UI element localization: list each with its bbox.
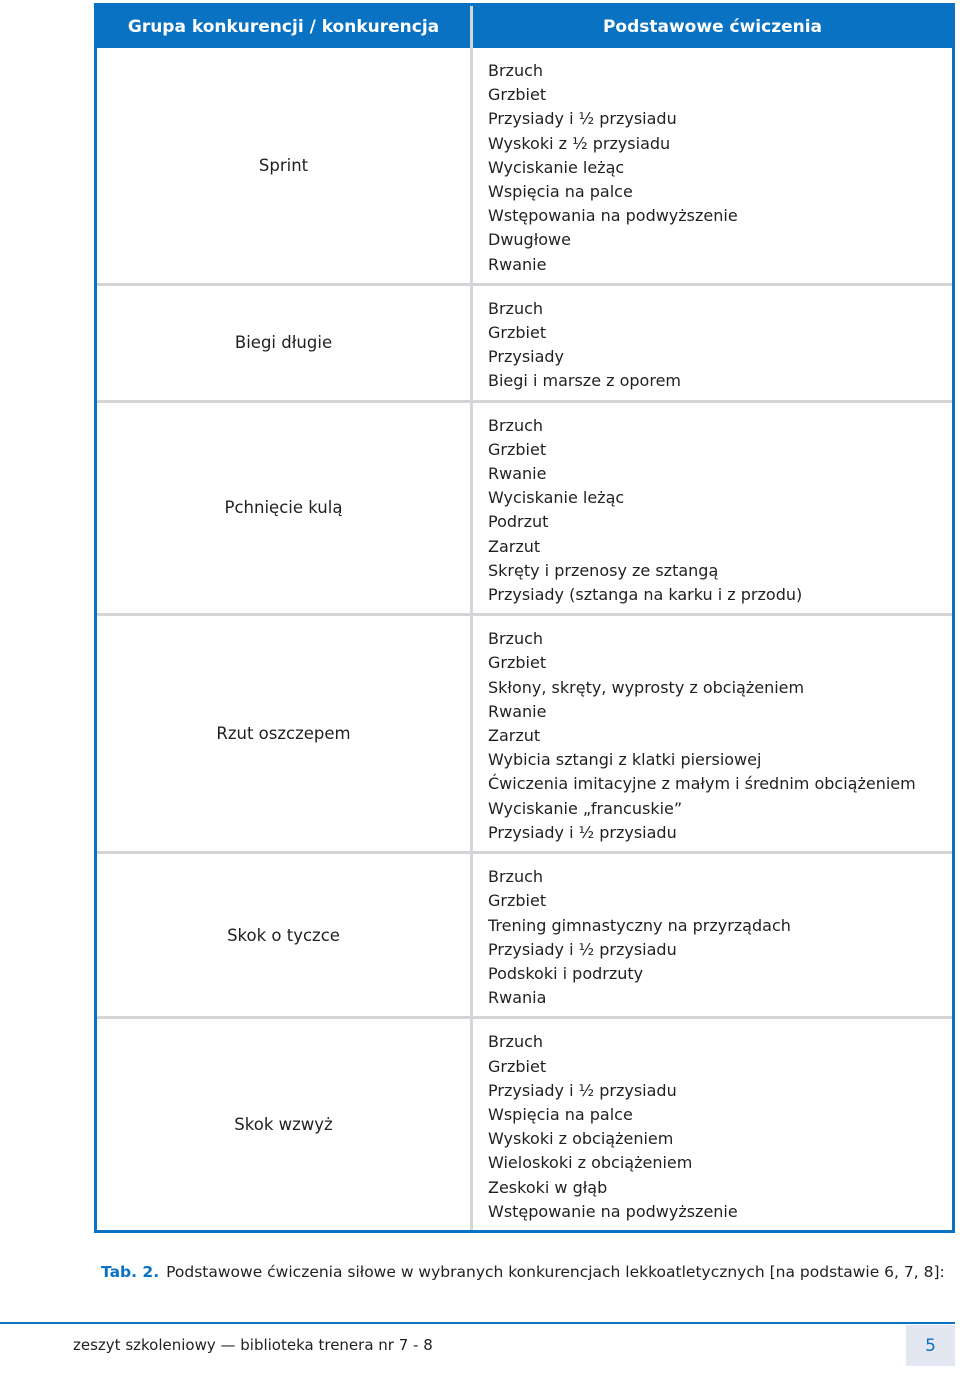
exercise-item: Rwanie (488, 254, 547, 274)
exercise-item: Wstępowania na podwyższenie (488, 206, 738, 226)
footer-publication-title: zeszyt szkoleniowy — biblioteka trenera nr 7 - 8 (73, 1336, 433, 1354)
exercise-list (472, 401, 953, 615)
exercise-item: Grzbiet (488, 891, 547, 911)
competition-name: Rzut oszczepem (97, 615, 472, 853)
exercise-item: Wyciskanie leżąc (488, 157, 625, 177)
exercise-item: Grzbiet (488, 1056, 547, 1076)
exercise-item: Brzuch (488, 61, 544, 80)
exercise-list (472, 1018, 953, 1230)
exercise-item: Wyciskanie „francuskie” (488, 798, 683, 818)
exercise-item: Biegi i marsze z oporem (488, 371, 681, 391)
exercise-item: Grzbiet (488, 439, 547, 459)
exercise-item: Brzuch (488, 298, 544, 318)
exercise-item: Grzbiet (488, 85, 547, 105)
exercise-item: Podskoki i podrzuty (488, 963, 644, 983)
exercise-item: Zarzut (488, 726, 541, 746)
exercise-item: Wybicia sztangi z klatki piersiowej (488, 750, 762, 770)
table-row (97, 48, 952, 284)
exercise-item: Grzbiet (488, 323, 547, 343)
table-row (97, 401, 952, 615)
exercise-item: Wieloskoki z obciążeniem (488, 1153, 693, 1173)
competition-name: Skok o tyczce (97, 853, 472, 1018)
table-row (97, 1018, 952, 1230)
exercise-item: Wspięcia na palce (488, 1104, 633, 1124)
exercise-item: Przysiady i ½ przysiadu (488, 1080, 677, 1100)
footer-divider (0, 1322, 955, 1324)
exercise-item: Brzuch (488, 867, 544, 887)
exercise-item: Rwanie (488, 464, 547, 484)
exercise-item: Brzuch (488, 415, 544, 435)
table-header-row (97, 6, 952, 48)
exercise-item: Przysiady i ½ przysiadu (488, 109, 677, 129)
competition-name: Pchnięcie kulą (97, 401, 472, 615)
header-basic-exercises: Podstawowe ćwiczenia (472, 6, 953, 48)
exercise-item: Wstępowanie na podwyższenie (488, 1201, 738, 1221)
exercise-item: Wspięcia na palce (488, 182, 633, 202)
competition-name: Skok wzwyż (97, 1018, 472, 1230)
exercise-list (472, 284, 953, 401)
exercise-item: Wyskoki z obciążeniem (488, 1129, 674, 1149)
exercise-list (472, 48, 953, 284)
exercise-item: Rwania (488, 988, 547, 1008)
exercise-item: Podrzut (488, 512, 549, 532)
exercise-item: Ćwiczenia imitacyjne z małym i średnim obciążeniem (488, 774, 916, 794)
exercise-item: Brzuch (488, 629, 544, 649)
exercise-item: Przysiady (488, 347, 565, 367)
exercise-list (472, 615, 953, 853)
header-competition-group: Grupa konkurencji / konkurencja (97, 6, 472, 48)
exercise-item: Dwugłowe (488, 230, 571, 250)
exercise-item: Rwanie (488, 701, 547, 721)
exercise-item: Zeskoki w głąb (488, 1177, 608, 1197)
exercise-item: Przysiady i ½ przysiadu (488, 822, 677, 842)
exercise-table (94, 3, 955, 1233)
exercise-item: Skłony, skręty, wyprosty z obciążeniem (488, 677, 805, 697)
competition-name: Biegi długie (97, 284, 472, 401)
caption-text: Podstawowe ćwiczenia siłowe w wybranych konkurencjach lekkoatletycznych [na podstawie 6, 7, 8]: (166, 1263, 945, 1281)
table-body (97, 48, 952, 1230)
table-row (97, 853, 952, 1018)
page-number: 5 (906, 1325, 955, 1366)
exercise-item: Grzbiet (488, 653, 547, 673)
exercise-item: Zarzut (488, 536, 541, 556)
caption-label: Tab. 2. (101, 1263, 160, 1281)
exercise-item: Skręty i przenosy ze sztangą (488, 560, 719, 580)
exercise-item: Trening gimnastyczny na przyrządach (488, 915, 791, 935)
exercise-item: Przysiady (sztanga na karku i z przodu) (488, 585, 803, 605)
table-row (97, 615, 952, 853)
competition-name: Sprint (97, 48, 472, 284)
table-row (97, 284, 952, 401)
exercise-item: Wyciskanie leżąc (488, 488, 625, 508)
exercise-item: Wyskoki z ½ przysiadu (488, 133, 671, 153)
exercise-item: Brzuch (488, 1032, 544, 1052)
table-caption (101, 1263, 945, 1281)
exercise-item: Przysiady i ½ przysiadu (488, 939, 677, 959)
exercise-list (472, 853, 953, 1018)
